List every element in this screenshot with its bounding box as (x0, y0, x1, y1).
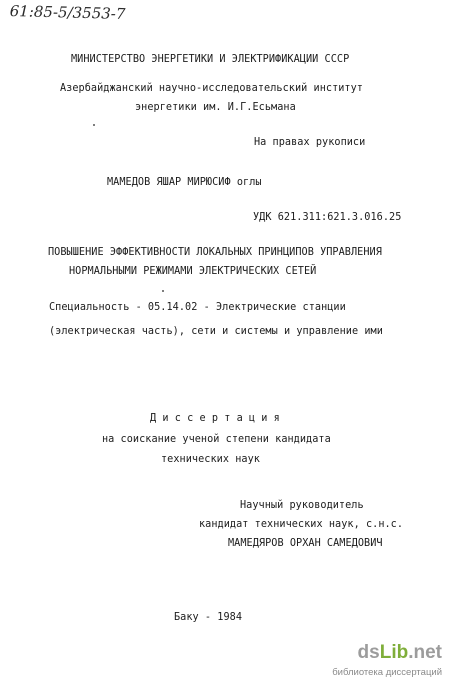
supervisor-label: Научный руководитель (240, 500, 364, 511)
stray-mark (93, 124, 95, 126)
udc-code: УДК 621.311:621.3.016.25 (253, 212, 402, 223)
manuscript-rights-note: На правах рукописи (254, 137, 366, 148)
city-and-year: Баку - 1984 (174, 612, 243, 623)
dslib-subtitle: библиотека диссертаций (332, 667, 442, 678)
supervisor-degree: кандидат технических наук, с.н.с. (199, 519, 404, 530)
stray-mark (162, 290, 164, 292)
specialty-line-2: (электрическая часть), сети и системы и управление ими (49, 326, 383, 337)
degree-line-2: технических наук (161, 454, 260, 465)
supervisor-name: МАМЕДЯРОВ ОРХАН САМЕДОВИЧ (228, 538, 383, 549)
ministry-name: МИНИСТЕРСТВО ЭНЕРГЕТИКИ И ЭЛЕКТРИФИКАЦИИ СССР (71, 54, 350, 65)
degree-line-1: на соискание ученой степени кандидата (102, 434, 331, 445)
institute-line-2: энергетики им. И.Г.Есьмана (135, 102, 296, 113)
thesis-title-line-2: НОРМАЛЬНЫМИ РЕЖИМАМИ ЭЛЕКТРИЧЕСКИХ СЕТЕЙ (69, 266, 317, 277)
author-name: МАМЕДОВ ЯШАР МИРЮСИФ оглы (107, 177, 262, 188)
dissertation-label: Д и с с е р т а ц и я (150, 413, 280, 424)
dslib-watermark (332, 642, 442, 686)
dslib-logo: dsLib.net (357, 642, 442, 663)
institute-line-1: Азербайджанский научно-исследовательский институт (60, 83, 363, 94)
thesis-title-line-1: ПОВЫШЕНИЕ ЭФФЕКТИВНОСТИ ЛОКАЛЬНЫХ ПРИНЦИПОВ УПРАВЛЕНИЯ (48, 247, 382, 258)
specialty-line-1: Специальность - 05.14.02 - Электрические станции (49, 302, 346, 313)
handwritten-catalog-code: 61:85-5/3553-7 (9, 2, 126, 24)
